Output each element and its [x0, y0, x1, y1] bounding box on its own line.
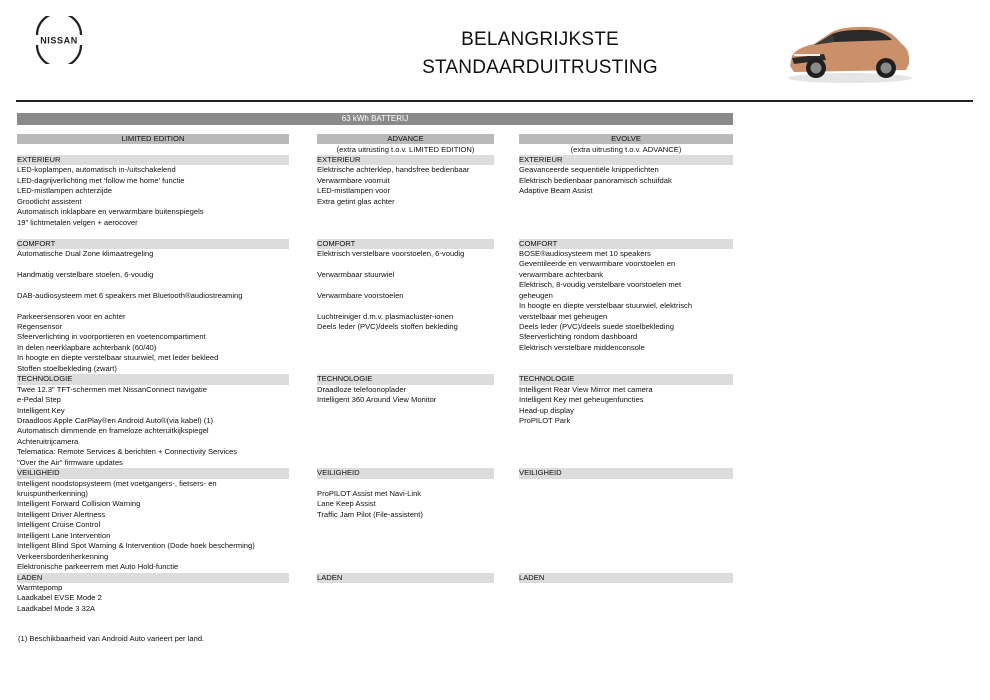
feature-item: Deels leder (PVC)/deels stoffen bekleding [317, 322, 458, 331]
feature-item: Intelligent 360 Around View Monitor [317, 395, 437, 405]
feature-item: Elektrisch bedienbaar panoramisch schuifdak [519, 175, 672, 185]
feature-item [317, 416, 494, 426]
column-header: LIMITED EDITION [17, 134, 289, 144]
feature-item [519, 531, 733, 541]
feature-item [317, 343, 494, 353]
feature-item [519, 228, 733, 238]
feature-item: Automatisch inklapbare en verwarmbare buitenspiegels [17, 207, 204, 217]
brand-wordmark: NISSAN [40, 35, 78, 46]
feature-item: Stoffen stoelbekleding (zwart) [17, 363, 117, 373]
feature-item: In delen neerklapbare achterbank (60/40) [17, 342, 157, 352]
feature-item [317, 406, 494, 416]
feature-item [519, 207, 733, 217]
feature-item: Lane Keep Assist [317, 499, 376, 509]
feature-item [317, 447, 494, 457]
column-subheader [17, 144, 289, 155]
title-line-1: BELANGRIJKSTE [461, 29, 619, 50]
feature-item [317, 228, 494, 238]
feature-item: Automatisch dimmende en frameloze achteruitkijkspiegel [17, 426, 209, 436]
feature-item: Intelligent Key met geheugenfuncties [519, 395, 644, 405]
feature-item: "Over the Air" firmware updates [17, 457, 123, 467]
feature-item: Intelligent noodstopsysteem (met voetgangers-, fietsers- en [17, 478, 217, 488]
feature-item: Elektrisch verstelbare middenconsole [519, 342, 645, 352]
feature-item: LED-koplampen, automatisch in-/uitschakelend [17, 165, 176, 175]
feature-item [317, 301, 494, 311]
feature-item [317, 259, 494, 269]
page-title [340, 26, 740, 82]
feature-item: ProPILOT Assist met Navi-Link [317, 489, 422, 498]
feature-item: Warmtepomp [17, 582, 63, 592]
feature-item: Luchtreiniger d.m.v. plasmacluster-ionen [317, 311, 454, 321]
feature-item: Elektrische achterklep, handsfree bedienbaar [317, 165, 470, 175]
feature-item: Automatische Dual Zone klimaatregeling [17, 248, 154, 258]
column-subheader: (extra uitrusting t.o.v. LIMITED EDITION) [336, 145, 475, 154]
feature-item [519, 499, 733, 509]
feature-item [317, 332, 494, 342]
feature-item: verwarmbare achterbank [519, 269, 603, 279]
section-header: COMFORT [317, 239, 494, 249]
header-rule [16, 100, 973, 102]
feature-item: Achteruitrijcamera [17, 436, 79, 446]
feature-item [17, 301, 289, 311]
feature-item [519, 489, 733, 499]
feature-item [519, 437, 733, 447]
feature-item: Handmatig verstelbare stoelen, 6-voudig [17, 269, 154, 279]
feature-item: Intelligent Blind Spot Warning & Intervention (Dode hoek bescherming) [17, 541, 255, 551]
section-header: COMFORT [17, 239, 289, 249]
feature-item: In hoogte en diepte verstelbaar stuurwiel, met leder bekleed [17, 353, 219, 363]
feature-item [17, 280, 289, 290]
feature-item: Adaptive Beam Assist [519, 186, 593, 196]
feature-item: Intelligent Rear View Mirror met camera [519, 384, 653, 394]
feature-item: Intelligent Cruise Control [17, 520, 101, 530]
feature-item [317, 458, 494, 468]
feature-item [17, 228, 289, 238]
section-header: COMFORT [519, 239, 733, 249]
feature-item: In hoogte en diepte verstelbaar stuurwiel, elektrisch [519, 301, 693, 311]
feature-item: Head-up display [519, 405, 574, 415]
feature-item [317, 364, 494, 374]
feature-item: Verwarmbaar stuurwiel [317, 269, 395, 279]
feature-item: Sfeerverlichting in voorportieren en voetencompartiment [17, 332, 206, 342]
column-header: ADVANCE [317, 134, 494, 144]
section-header: LADEN [317, 573, 494, 583]
section-header: LADEN [17, 573, 289, 583]
section-header: VEILIGHEID [519, 468, 733, 478]
section-header: VEILIGHEID [317, 468, 494, 478]
feature-item: Regensensor [17, 322, 63, 331]
nissan-logo [30, 16, 88, 64]
feature-item [317, 218, 494, 228]
section-header: EXTERIEUR [317, 155, 494, 165]
feature-item [17, 259, 289, 269]
feature-item: Extra getint glas achter [317, 196, 395, 206]
feature-item: 19" lichtmetalen velgen + aerocover [17, 217, 138, 227]
feature-item [317, 520, 494, 530]
feature-item: Intelligent Driver Alertness [17, 509, 106, 519]
section-header: LADEN [519, 573, 733, 583]
feature-item [519, 447, 733, 457]
feature-item: ProPILOT Park [519, 415, 571, 425]
feature-item: Draadloze telefoonoplader [317, 384, 407, 394]
feature-item: Laadkabel Mode 3 32A [17, 603, 96, 613]
feature-item: verstelbaar met geheugen [519, 311, 608, 321]
section-header: EXTERIEUR [519, 155, 733, 165]
feature-item: Verwarmbare voorruit [317, 175, 390, 185]
feature-item: DAB-audiosysteem met 6 speakers met Bluetooth®audiostreaming [17, 290, 243, 300]
feature-item [519, 510, 733, 520]
section-header: EXTERIEUR [17, 155, 289, 165]
column-advance [317, 134, 494, 583]
feature-item: LED-mistlampen voor [317, 186, 391, 196]
feature-item [519, 479, 733, 489]
feature-item: Twee 12.3" TFT-schermen met NissanConnect navigatie [17, 384, 207, 394]
battery-banner: 63 kWh BATTERIJ [17, 113, 733, 125]
feature-item [519, 562, 733, 572]
feature-item: Intelligent Forward Collision Warning [17, 499, 141, 509]
feature-item: BOSE®audiosysteem met 10 speakers [519, 248, 651, 258]
feature-item: Laadkabel EVSE Mode 2 [17, 593, 102, 603]
feature-item: Geventileerde en verwarmbare voorstoelen en [519, 259, 676, 269]
feature-item: Elektrisch verstelbare voorstoelen, 6-voudig [317, 248, 465, 258]
feature-item [519, 197, 733, 207]
feature-item [317, 207, 494, 217]
feature-item [317, 437, 494, 447]
feature-item [317, 541, 494, 551]
feature-item: Elektronische parkeerrem met Auto Hold-functie [17, 562, 179, 572]
feature-item: Telematica: Remote Services & berichten + Connectivity Services [17, 447, 238, 457]
feature-item [317, 479, 494, 489]
column-evolve [519, 134, 733, 583]
feature-item: LED-mistlampen achterzijde [17, 186, 112, 196]
feature-item: Parkeersensoren voor en achter [17, 311, 126, 321]
feature-item [317, 353, 494, 363]
feature-item [519, 353, 733, 363]
feature-item: geheugen [519, 290, 553, 300]
feature-item [519, 458, 733, 468]
feature-item [519, 520, 733, 530]
feature-item [317, 531, 494, 541]
section-header: TECHNOLOGIE [17, 374, 289, 384]
car-image [784, 20, 916, 84]
feature-item: Deels leder (PVC)/deels suede stoelbekleding [519, 322, 674, 331]
feature-item [519, 426, 733, 436]
feature-item: LED-dagrijverlichting met 'follow me home' functie [17, 175, 185, 185]
feature-item [317, 552, 494, 562]
feature-item [519, 552, 733, 562]
column-header: EVOLVE [519, 134, 733, 144]
feature-item [519, 218, 733, 228]
section-header: VEILIGHEID [17, 468, 289, 478]
feature-item: kruispuntherkenning) [17, 489, 88, 498]
feature-item: Intelligent Lane Intervention [17, 530, 111, 540]
feature-item [519, 364, 733, 374]
column-subheader: (extra uitrusting t.o.v. ADVANCE) [570, 145, 682, 154]
section-header: TECHNOLOGIE [317, 374, 494, 384]
feature-item: Traffic Jam Pilot (File-assistent) [317, 509, 423, 519]
feature-item: Geavanceerde sequentiële knipperlichten [519, 165, 659, 175]
section-header: TECHNOLOGIE [519, 374, 733, 384]
feature-item: Verkeersbordenherkenning [17, 551, 109, 561]
feature-item: e-Pedal Step [17, 395, 61, 405]
footnote: (1) Beschikbaarheid van Android Auto varieert per land. [18, 634, 205, 643]
feature-item: Intelligent Key [17, 405, 65, 415]
feature-item: Sfeerverlichting rondom dashboard [519, 332, 638, 342]
feature-item: Verwarmbare voorstoelen [317, 290, 404, 300]
feature-item: Draadloos Apple CarPlay®en Android Auto®(via kabel) (1) [17, 415, 214, 425]
feature-item [317, 562, 494, 572]
column-limited-edition [17, 134, 289, 614]
feature-item [317, 426, 494, 436]
feature-item: Grootlicht assistent [17, 196, 82, 206]
feature-item: Elektrisch, 8-voudig verstelbare voorstoelen met [519, 280, 682, 290]
feature-item [519, 541, 733, 551]
title-line-2: STANDAARDUITRUSTING [422, 57, 658, 78]
feature-item [317, 280, 494, 290]
